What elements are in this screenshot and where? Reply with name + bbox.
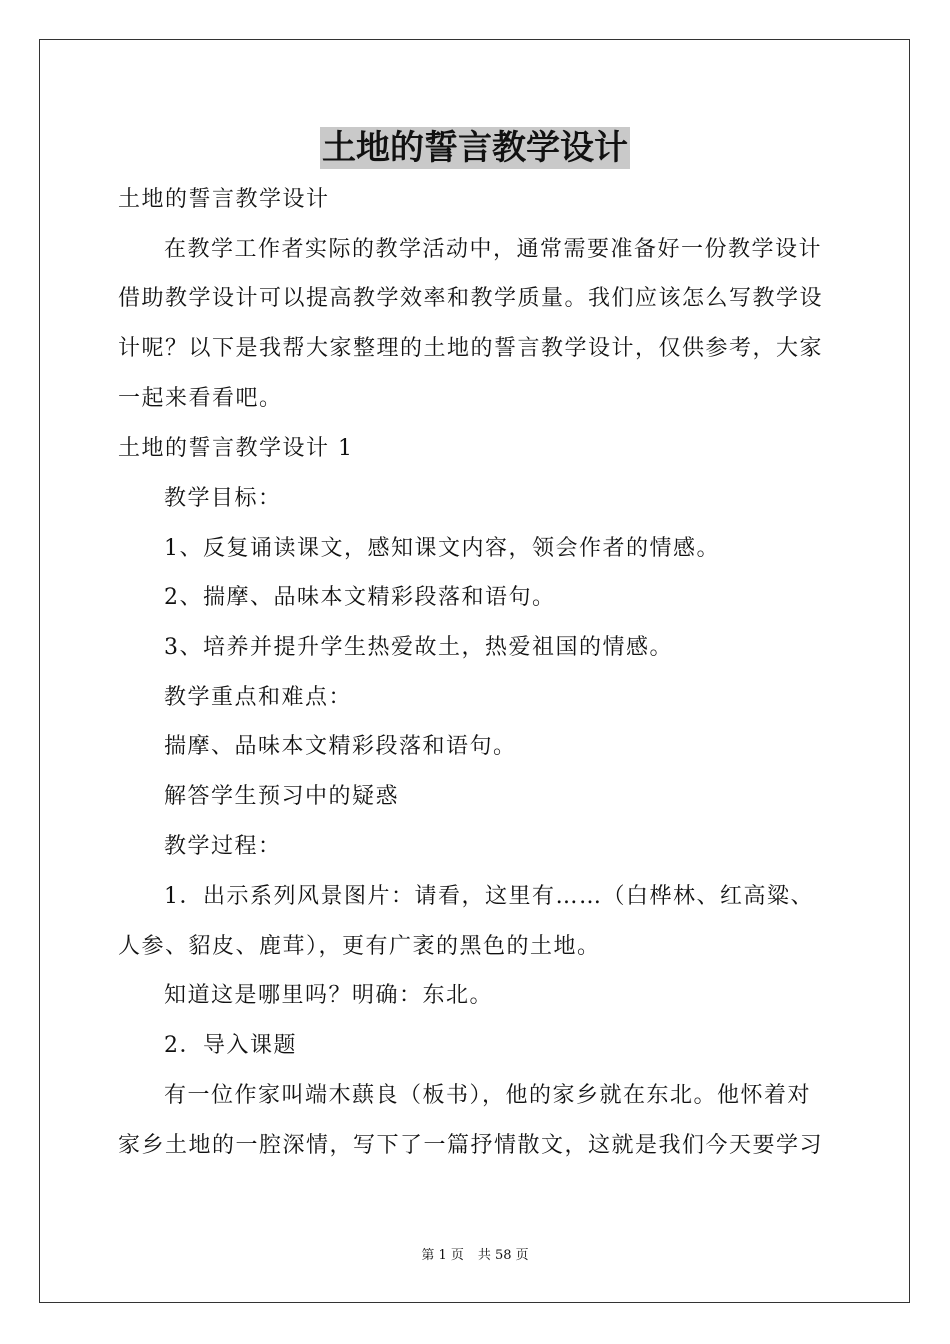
- paragraph-line: 计呢？以下是我帮大家整理的土地的誓言教学设计，仅供参考，大家: [118, 336, 824, 361]
- list-item: 1．出示系列风景图片：请看，这里有……（白桦林、红高粱、: [164, 884, 814, 909]
- paragraph-line: 解答学生预习中的疑惑: [164, 784, 400, 809]
- list-item: 2．导入课题: [164, 1033, 297, 1058]
- document-title: 土地的誓言教学设计: [322, 128, 628, 168]
- list-item: 1、反复诵读课文，感知课文内容，领会作者的情感。: [164, 536, 720, 561]
- page-border: [39, 39, 910, 1303]
- paragraph-line: 人参、貂皮、鹿茸），更有广袤的黑色的土地。: [118, 934, 601, 959]
- paragraph-line: 家乡土地的一腔深情，写下了一篇抒情散文，这就是我们今天要学习: [118, 1133, 824, 1158]
- paragraph-line: 在教学工作者实际的教学活动中，通常需要准备好一份教学设计: [164, 237, 823, 262]
- title-container: [0, 127, 950, 169]
- paragraph-line: 教学目标：: [164, 486, 282, 511]
- paragraph-line: 揣摩、品味本文精彩段落和语句。: [164, 734, 517, 759]
- paragraph-line: 教学重点和难点：: [164, 685, 353, 710]
- paragraph-line: 借助教学设计可以提高教学效率和教学质量。我们应该怎么写教学设: [118, 286, 824, 311]
- paragraph-line: 有一位作家叫端木蕻良（板书），他的家乡就在东北。他怀着对: [164, 1083, 812, 1108]
- list-item: 2、揣摩、品味本文精彩段落和语句。: [164, 585, 556, 610]
- paragraph-line: 教学过程：: [164, 834, 282, 859]
- subtitle-line: 土地的誓言教学设计: [118, 187, 330, 212]
- list-item: 3、培养并提升学生热爱故土，热爱祖国的情感。: [164, 635, 673, 660]
- page-footer: [0, 1248, 950, 1264]
- paragraph-line: 一起来看看吧。: [118, 386, 283, 411]
- page-total: 共 58 页: [477, 1248, 529, 1263]
- page-number: 第 1 页: [421, 1248, 464, 1263]
- paragraph-line: 知道这是哪里吗？明确：东北。: [164, 983, 494, 1008]
- section-heading: 土地的誓言教学设计 1: [118, 436, 354, 461]
